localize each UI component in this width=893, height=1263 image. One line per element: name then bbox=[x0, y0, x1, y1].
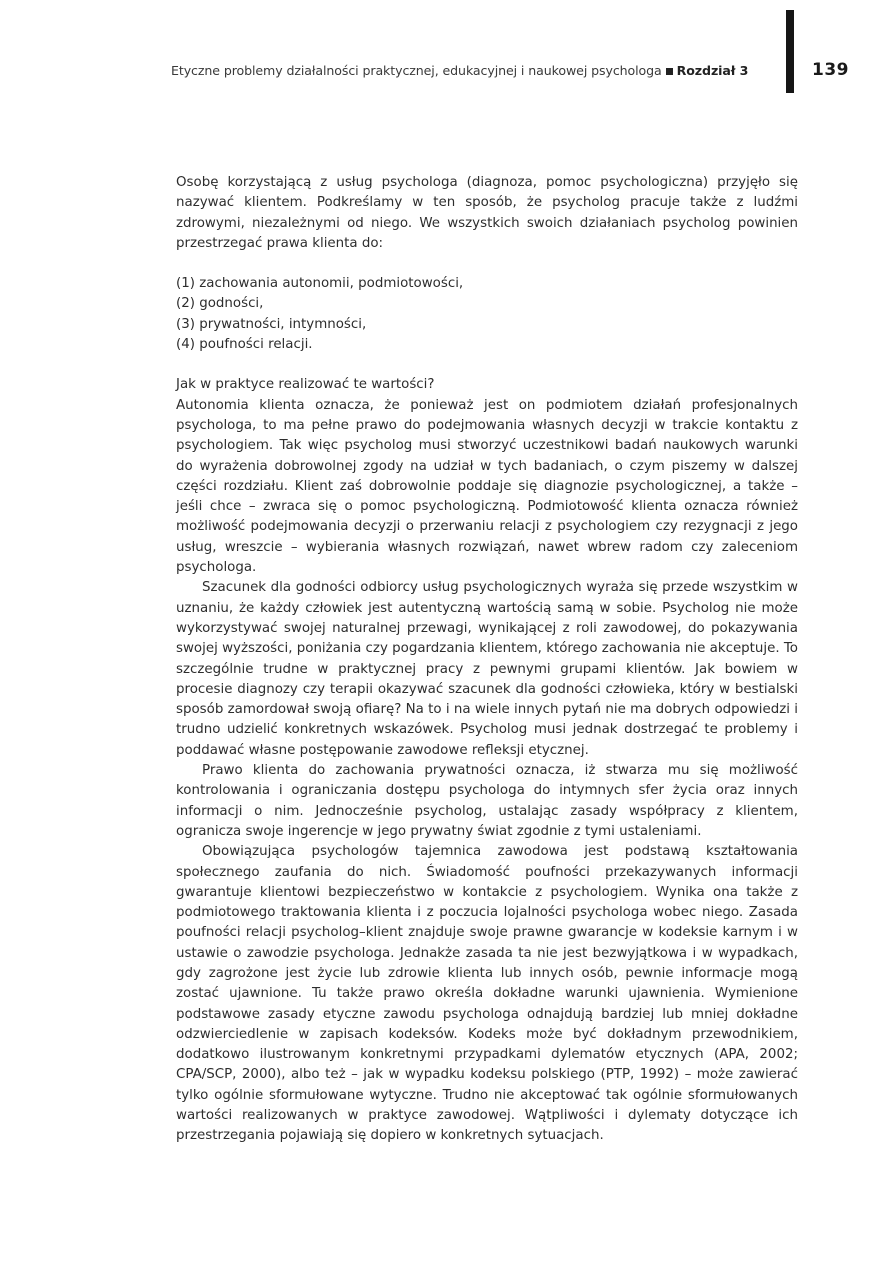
header-divider-bar bbox=[786, 10, 794, 93]
question-line: Jak w praktyce realizować te wartości? bbox=[176, 377, 435, 393]
privacy-paragraph: Prawo klienta do zachowania prywatności oznacza, iż stwarza mu się możliwość kontrolowania i ograniczania dostępu psychologa do intymnych sfer życia oraz innych informacji o nim. Jednocześnie psycholog, ustalając zasady współpracy z klientem, ogranicza swoje ingerencje w jego prywatny świat zgodnie z tymi ustaleniami. bbox=[176, 763, 798, 839]
square-bullet-icon bbox=[666, 68, 673, 75]
list-item: (2) godności, bbox=[176, 296, 264, 312]
confidentiality-paragraph: Obowiązująca psychologów tajemnica zawodowa jest podstawą kształtowania społecznego zaufania do nich. Świadomość poufności przekazywanych informacji gwarantuje klientowi bezpieczeństwo w kontakcie z psychologiem. Wynika ona także z podmiotowego traktowania klienta i z poczucia lojalności psychologa wobec niego. Zasada poufności relacji psycholog–klient znajduje swoje prawne gwarancje w kodeksie karnym i w ustawie o zawodzie psychologa. Jednakże zasada ta nie jest bezwyjątkowa i w wypadkach, gdy zagrożone jest życie lub zdrowie klienta lub innych osób, pewnie informacje mogą zostać ujawnione. Tu także prawo określa dokładne warunki ujawnienia. Wymienione podstawowe zasady etyczne zawodu psychologa odnajdują bardziej lub mniej dokładne odzwierciedlenie w zapisach kodeksów. Kodeks może być dokładnym przewodnikiem, dodatkowo ilustrowanym konkretnymi przypadkami dylematów etycznych (APA, 2002; CPA/SCP, 2000), albo też – jak w wypadku kodeksu polskiego (PTP, 1992) – może zawierać tylko ogólnie sformułowane wytyczne. Trudno nie akceptować tak ogólnie sformułowanych wartości realizowanych w praktyce zawodowej. Wątpliwości i dylematy dotyczące ich przestrzegania pojawiają się dopiero w konkretnych sytuacjach. bbox=[176, 844, 798, 1144]
client-rights-list bbox=[176, 274, 798, 355]
chapter-label: Rozdział 3 bbox=[676, 63, 749, 78]
page-number: 139 bbox=[812, 60, 849, 80]
list-item: (4) poufności relacji. bbox=[176, 337, 313, 353]
list-item: (1) zachowania autonomii, podmiotowości, bbox=[176, 276, 464, 292]
dignity-paragraph: Szacunek dla godności odbiorcy usług psychologicznych wyraża się przede wszystkim w uznaniu, że każdy człowiek jest autentyczną wartością samą w sobie. Psycholog nie może wykorzystywać swojej naturalnej przewagi, wynikającej z roli zawodowej, do pokazywania swojej wyższości, poniżania czy pogardzania klientem, którego zachowania nie akceptuje. To szczególnie trudne w praktycznej pracy z pewnymi grupami klientów. Jak bowiem w procesie diagnozy czy terapii okazywać szacunek dla godności człowieka, który w bestialski sposób zamordował swoją ofiarę? Na to i na wiele innych pytań nie ma dobrych odpowiedzi i trudno udzielić konkretnych wskazówek. Psycholog musi jednak dostrzegać te problemy i poddawać własne postępowanie zawodowe refleksji etycznej. bbox=[176, 580, 798, 758]
page-content bbox=[176, 173, 798, 1147]
page-header bbox=[0, 0, 893, 100]
running-title: Etyczne problemy działalności praktycznej, edukacyjnej i naukowej psychologa bbox=[171, 63, 662, 78]
intro-paragraph: Osobę korzystającą z usług psychologa (diagnoza, pomoc psychologiczna) przyjęło się nazywać klientem. Podkreślamy w ten sposób, że psycholog pracuje także z ludźmi zdrowymi, niezależnymi od niego. We wszystkich swoich działaniach psycholog powinien przestrzegać prawa klienta do: bbox=[176, 175, 798, 251]
list-item: (3) prywatności, intymności, bbox=[176, 316, 367, 332]
autonomy-paragraph: Autonomia klienta oznacza, że ponieważ jest on podmiotem działań profesjonalnych psychologa, to ma pełne prawo do podejmowania własnych decyzji w trakcie kontaktu z psychologiem. Tak więc psycholog musi stworzyć uczestnikowi badań naukowych warunki do wyrażenia dobrowolnej zgody na udział w tych badaniach, o czym piszemy w dalszej części rozdziału. Klient zaś dobrowolnie poddaje się diagnozie psychologicznej, a także – jeśli chce – zwraca się o pomoc psychologiczną. Podmiotowość klienta oznacza również możliwość podejmowania decyzji o przerwaniu relacji z psychologiem czy rezygnacji z jego usług, wreszcie – wybierania własnych rozwiązań, nawet wbrew radom czy zaleceniom psychologa. bbox=[176, 397, 798, 576]
running-head bbox=[171, 63, 781, 78]
